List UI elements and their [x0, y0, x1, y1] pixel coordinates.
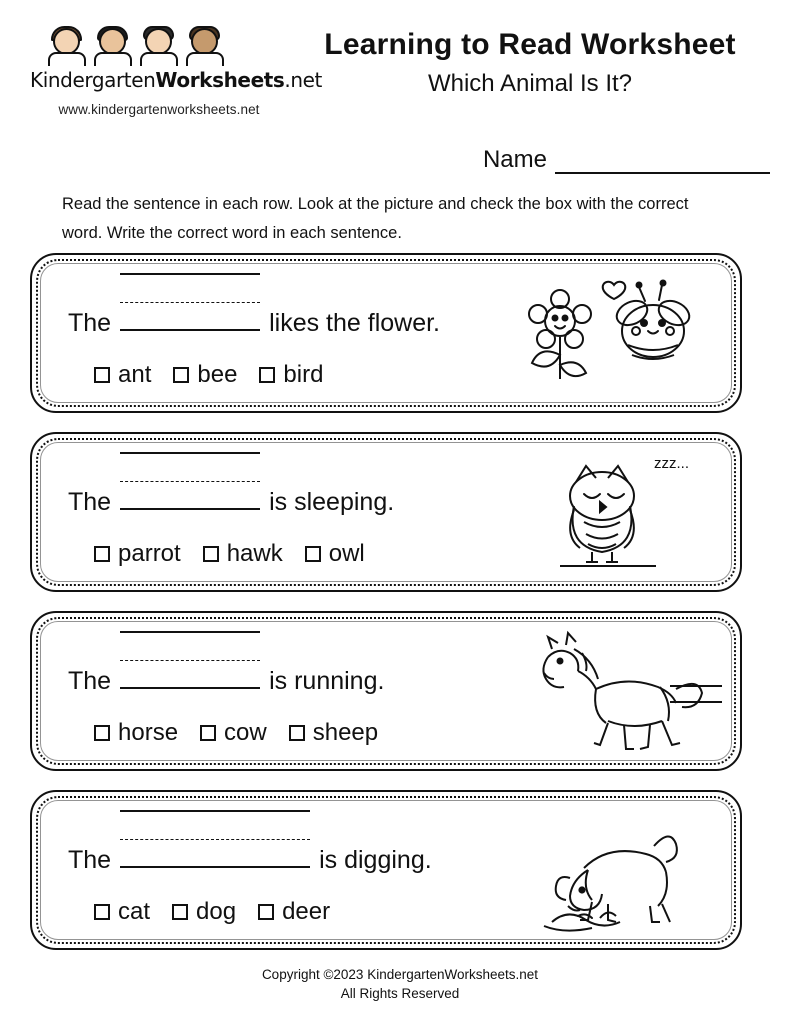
sentence-suffix: is sleeping. [269, 488, 395, 516]
site-logo[interactable] [30, 26, 323, 117]
name-field-row [483, 146, 770, 174]
answer-blank[interactable] [120, 299, 260, 331]
name-label: Name [482, 146, 547, 173]
choice-label: dog [196, 898, 237, 925]
sentence-suffix: is digging. [319, 846, 432, 874]
sentence-prefix: The [68, 667, 112, 695]
question-card [30, 611, 742, 771]
logo-wordmark-part1: Kindergarten [30, 68, 156, 92]
choice-label: hawk [226, 540, 283, 567]
checkbox[interactable] [94, 367, 110, 383]
choice-option[interactable] [259, 361, 323, 389]
title-block [285, 28, 775, 98]
choice-list [94, 898, 330, 926]
checkbox[interactable] [200, 725, 216, 741]
choice-label: cow [224, 719, 267, 746]
digging-dog-illustration [504, 806, 714, 936]
choice-list [94, 361, 323, 389]
answer-blank[interactable] [120, 836, 310, 868]
checkbox[interactable] [94, 725, 110, 741]
question-card [30, 253, 742, 413]
question-card [30, 432, 742, 592]
name-input-line[interactable] [555, 146, 770, 174]
logo-wordmark [30, 68, 323, 92]
sentence-prefix: The [68, 846, 112, 874]
sentence [68, 299, 440, 338]
checkbox[interactable] [203, 546, 219, 562]
rights-text: All Rights Reserved [340, 986, 460, 1001]
choice-label: ant [118, 361, 152, 388]
sentence [68, 836, 432, 875]
sentence-prefix: The [68, 309, 112, 337]
checkbox[interactable] [258, 904, 274, 920]
page-footer [0, 965, 800, 1003]
page-title: Learning to Read Worksheet [324, 28, 736, 61]
choice-list [94, 719, 378, 747]
checkbox[interactable] [305, 546, 321, 562]
question-card [30, 790, 742, 950]
choice-option[interactable] [94, 898, 150, 926]
svg-text:zzz...: zzz... [654, 455, 690, 472]
choice-option[interactable] [94, 361, 151, 389]
choice-option[interactable] [94, 719, 178, 747]
choice-option[interactable] [173, 361, 237, 389]
sentence-prefix: The [68, 488, 112, 516]
choice-option[interactable] [172, 898, 236, 926]
site-url: www.kindergartenworksheets.net [58, 102, 260, 117]
sentence-suffix: is running. [269, 667, 385, 695]
sentence [68, 657, 384, 696]
checkbox[interactable] [289, 725, 305, 741]
logo-wordmark-part3: .net [284, 68, 323, 92]
choice-label: bee [197, 361, 238, 388]
instructions-text: Read the sentence in each row. Look at the picture and check the box with the correct word. Write the correct word in each sentence. [62, 195, 689, 242]
choice-label: bird [283, 361, 324, 388]
choice-option[interactable] [258, 898, 330, 926]
answer-blank[interactable] [120, 657, 260, 689]
checkbox[interactable] [94, 904, 110, 920]
kids-illustration-icon [44, 26, 274, 66]
answer-blank[interactable] [120, 478, 260, 510]
choice-option[interactable] [289, 719, 378, 747]
choice-option[interactable] [200, 719, 267, 747]
checkbox[interactable] [173, 367, 189, 383]
copyright-text: Copyright ©2023 KindergartenWorksheets.net [261, 967, 539, 982]
page-header [0, 18, 800, 173]
checkbox[interactable] [94, 546, 110, 562]
choice-label: owl [328, 540, 365, 567]
logo-wordmark-part2: Worksheets [155, 68, 285, 92]
sentence-suffix: likes the flower. [269, 309, 441, 337]
choice-option[interactable] [94, 540, 181, 568]
bee-and-flower-illustration [504, 269, 714, 399]
sleeping-owl-illustration [504, 448, 714, 578]
decorative-lines [670, 685, 722, 703]
checkbox[interactable] [172, 904, 188, 920]
choice-option[interactable] [305, 540, 365, 568]
choice-label: cat [118, 898, 151, 925]
choice-list [94, 540, 365, 568]
choice-label: horse [118, 719, 179, 746]
choice-label: deer [282, 898, 331, 925]
choice-option[interactable] [203, 540, 283, 568]
choice-label: parrot [118, 540, 181, 567]
choice-label: sheep [312, 719, 379, 746]
checkbox[interactable] [259, 367, 275, 383]
page-subtitle: Which Animal Is It? [427, 70, 633, 97]
sentence [68, 478, 394, 517]
